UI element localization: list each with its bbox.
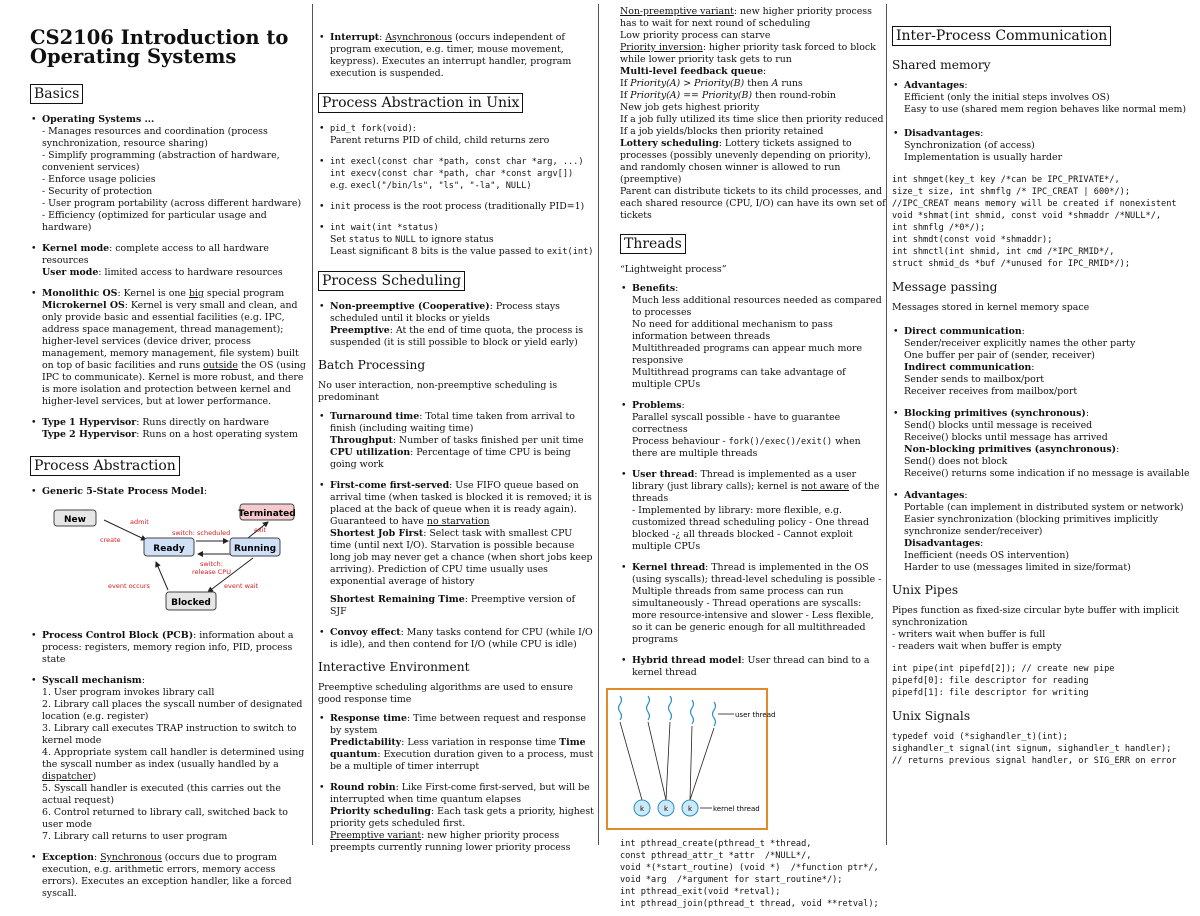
- text-fragment: :: [763, 66, 767, 77]
- shm-code: [892, 174, 1192, 270]
- text-fragment: : Many tasks contend for CPU (while I/O is idle), and then contend for I/O (while CPU is idle): [330, 627, 593, 650]
- text-fragment: 4. Appropriate system call handler is determined using the syscall number as index (usually handled by a: [42, 747, 305, 770]
- text-fragment: : higher priority task forced to block while lower priority task gets to run: [620, 42, 876, 65]
- text-fragment: No need for additional mechanism to pass information between threads: [632, 319, 833, 342]
- text-fragment: Receiver receives from mailbox/port: [904, 386, 1078, 397]
- text-fragment: // returns previous signal handler, or SIG_ERR on error: [892, 756, 1177, 766]
- text-fragment: : Like First-come first-served, but will be interrupted when time quantum elapses: [330, 782, 590, 805]
- text-fragment: Priority inversion: [620, 42, 703, 53]
- text-fragment: Implementation is usually harder: [904, 152, 1063, 163]
- text-fragment: : Runs directly on hardware: [136, 417, 270, 428]
- text-fragment: • int execl(const char *path, const char *arg, ...): [330, 157, 584, 167]
- text-fragment: : Less variation in response time: [401, 737, 560, 748]
- text-fragment: Low priority process can starve: [620, 30, 771, 41]
- text-fragment: to ignore status: [415, 234, 494, 245]
- ipc-heading: Inter-Process Communication: [892, 26, 1111, 46]
- signals-code: [892, 731, 1192, 767]
- edge-exit: exit: [254, 526, 267, 534]
- text-fragment: New job gets highest priority: [620, 102, 760, 113]
- text-fragment: then: [744, 78, 772, 89]
- column-divider-1: [312, 4, 313, 845]
- text-fragment: Shortest Remaining Time: [330, 594, 465, 605]
- text-fragment: : Use FIFO queue based on arrival time (when tasked is blocked it is removed; it is placed at the back of queue when it is ready again). Guaranteed to have: [330, 480, 592, 527]
- text-fragment: outside: [203, 360, 238, 371]
- text-fragment: If a job fully utilized its time slice then priority reduced: [620, 114, 884, 125]
- text-fragment: Synchronization (of access): [904, 140, 1035, 151]
- text-fragment: User thread: [632, 469, 695, 480]
- process-scheduling-heading: Process Scheduling: [318, 271, 465, 291]
- text-fragment: Sender sends to mailbox/port: [904, 374, 1045, 385]
- text-fragment: Direct communication: [904, 326, 1022, 337]
- text-fragment: : Number of tasks finished per unit time: [392, 435, 584, 446]
- text-fragment: :: [379, 32, 386, 43]
- text-fragment: exit(int): [546, 247, 594, 257]
- text-fragment: Microkernel OS: [42, 300, 125, 311]
- text-fragment: 1. User program invokes library call: [42, 687, 215, 698]
- lightweight-text: “Lightweight process”: [620, 264, 727, 275]
- text-fragment: dispatcher: [42, 771, 93, 782]
- text-fragment: Preemptive variant: [330, 830, 422, 841]
- kernel-thread-callout: kernel thread: [713, 805, 760, 813]
- text-fragment: void *arg /*argument for start_routine*/);: [620, 875, 843, 885]
- text-fragment: : Lottery tickets assigned to processes (possibly unevenly depending on priority), and randomly chosen winner is allowed to run (preemptive): [620, 138, 871, 185]
- text-fragment: 2. Library call places the syscall number of designated location (e.g. register): [42, 699, 303, 722]
- text-fragment: If a job yields/blocks then priority retained: [620, 126, 824, 137]
- text-fragment: Multithreaded programs can appear much more responsive: [632, 343, 863, 366]
- text-fragment: to: [379, 234, 396, 245]
- text-fragment: Parent can distribute tickets to its child processes, and each shared resource (CPU, I/O) can have its own set of tickets: [620, 186, 886, 221]
- text-fragment: the OS (using IPC to communicate). Kernel is more robust, and there is more isolation and protection between kernel and higher-level services, but at lower performance.: [42, 360, 306, 407]
- text-fragment: no starvation: [426, 516, 490, 527]
- text-fragment: Multithread programs can take advantage of multiple CPUs: [632, 367, 846, 390]
- text-fragment: Set: [330, 234, 349, 245]
- text-fragment: when there are multiple threads: [632, 436, 861, 459]
- text-fragment: CPU utilization: [330, 447, 411, 458]
- text-fragment: 3. Library call executes TRAP instruction to switch to kernel mode: [42, 723, 297, 746]
- shm-advantages-item: • Advantages: Efficient (only the initial steps involves OS) Easy to use (shared mem region behaves like normal mem): [892, 80, 1192, 116]
- text-fragment: Send() blocks until message is received: [904, 420, 1093, 431]
- edge-switch-release-1: switch:: [200, 560, 223, 568]
- text-fragment: Synchronous: [100, 852, 162, 863]
- fcfs-item: [318, 480, 594, 618]
- text-fragment: ): [92, 771, 97, 782]
- column-3: [620, 6, 886, 916]
- text-fragment: int pipe(int pipefd[2]); // create new pipe: [892, 664, 1115, 674]
- kernel-thread-label: k: [687, 805, 693, 813]
- text-fragment: : complete access to all hardware resources: [42, 243, 269, 266]
- text-fragment: :: [141, 675, 145, 686]
- text-fragment: : Each task gets a priority, highest priority gets scheduled first.: [330, 806, 594, 829]
- text-fragment: Pipes function as fixed-size circular byte buffer with implicit synchronization: [892, 605, 1179, 628]
- document-title: CS2106 Introduction to Operating Systems: [30, 26, 289, 68]
- text-fragment: :: [203, 486, 207, 497]
- shared-memory-heading: Shared memory: [892, 58, 991, 72]
- text-fragment: Sender/receiver explicitly names the other party: [904, 338, 1136, 349]
- text-fragment: : limited access to hardware resources: [98, 267, 283, 278]
- text-fragment: Operating Systems ...: [42, 114, 155, 125]
- text-fragment: : Execution duration given to a process, must be a multiple of timer interrupt: [330, 749, 594, 772]
- text-fragment: fork()/exec()/exit(): [728, 437, 833, 447]
- text-fragment: - Implemented by library: more flexible, e.g. customized thread scheduling policy - One thread blocked -¿ all threads blocked - Cannot exploit multiple CPUs: [632, 505, 869, 552]
- text-fragment: : Time between request and response by system: [330, 713, 586, 736]
- process-abstraction-unix-heading: Process Abstraction in Unix: [318, 93, 523, 113]
- edge-create: create: [100, 536, 121, 544]
- text-fragment: Interrupt: [330, 32, 380, 43]
- text-fragment: Indirect communication: [904, 362, 1032, 373]
- text-fragment: : Thread is implemented in the OS (using syscalls); thread-level scheduling is possible - Multiple threads from same process can run simultaneously - Thread operations are syscalls: more resource-intensive and slower - Less flexible, so it can be generic enough for all multithreaded programs: [632, 562, 882, 645]
- text-fragment: : User thread can bind to a kernel thread: [632, 655, 870, 678]
- text-fragment: status: [348, 235, 380, 245]
- text-fragment: - Manages resources and coordination (process synchronization, resource sharing): [42, 126, 268, 149]
- text-fragment: :: [412, 123, 416, 134]
- text-fragment: of the threads: [632, 481, 880, 504]
- text-fragment: pipefd[0]: file descriptor for reading: [892, 676, 1089, 686]
- text-fragment: Blocking primitives (synchronous): [904, 408, 1086, 419]
- text-fragment: Problems: [632, 400, 682, 411]
- text-fragment: size_t size, int shmflg /* IPC_CREAT | 600*/);: [892, 187, 1130, 197]
- text-fragment: int pthread_exit(void *retval);: [620, 887, 781, 897]
- text-fragment: runs: [778, 78, 803, 89]
- blocking-primitives-item: • Blocking primitives (synchronous): Send() blocks until message is received Receive() blocks until message has arrived Non-blocking primitives (asynchronous): Send() does not block Receive() returns some indication if no message is available: [892, 408, 1192, 480]
- text-fragment: Time quantum: [330, 737, 586, 760]
- text-fragment: Easier synchronization (blocking primitives implicitly synchronize sender/receiver): [904, 514, 1159, 537]
- generic-model-item: [30, 486, 308, 620]
- batch-processing-heading: Batch Processing: [318, 358, 426, 372]
- exception-item: [30, 852, 308, 900]
- kernel-mode-item: [30, 243, 308, 279]
- basics-heading: Basics: [30, 84, 83, 104]
- column-2: [318, 6, 594, 863]
- edge-event-occurs: event occurs: [108, 582, 150, 590]
- text-fragment: Advantages: [904, 490, 965, 501]
- text-fragment: : At the end of time quota, the process is suspended (it is still possible to block or yield early): [330, 325, 584, 348]
- text-fragment: Throughput: [330, 435, 393, 446]
- text-fragment: Generic 5-State Process Model: [42, 486, 204, 497]
- message-passing-heading: Message passing: [892, 280, 998, 294]
- text-fragment: NULL: [395, 235, 416, 245]
- text-fragment: Easy to use (shared mem region behaves like normal mem): [904, 104, 1187, 115]
- text-fragment: Receive() returns some indication if no message is available: [904, 468, 1190, 479]
- unix-pipes-heading: Unix Pipes: [892, 583, 959, 597]
- text-fragment: - Enforce usage policies: [42, 174, 156, 185]
- text-fragment: 7. Library call returns to user program: [42, 831, 228, 842]
- text-fragment: Non-preemptive variant: [620, 6, 734, 17]
- text-fragment: void *shmat(int shmid, const void *shmaddr /*NULL*/,: [892, 211, 1162, 221]
- text-fragment: typedef void (*sighandler_t)(int);: [892, 732, 1068, 742]
- edge-event-wait: event wait: [224, 582, 259, 590]
- text-fragment: big: [188, 288, 204, 299]
- batch-text: No user interaction, non-preemptive scheduling is predominant: [318, 380, 558, 403]
- init-item: [318, 201, 594, 213]
- text-fragment: special program: [203, 288, 285, 299]
- text-fragment: Shortest Job First: [330, 528, 424, 539]
- text-fragment: - User program portability (across different hardware): [42, 198, 302, 209]
- pipes-code: [892, 663, 1192, 699]
- text-fragment: : Runs on a host operating system: [136, 429, 298, 440]
- column-4: [892, 6, 1192, 773]
- text-fragment: int shmdt(const void *shmaddr);: [892, 235, 1053, 245]
- text-fragment: Process behaviour -: [632, 436, 729, 447]
- hybrid-thread-item: [620, 655, 886, 679]
- text-fragment: Inefficient (needs OS intervention): [904, 550, 1070, 561]
- text-fragment: - Simplify programming (abstraction of hardware, convenient services): [42, 150, 280, 173]
- edge-admit: admit: [130, 518, 149, 526]
- text-fragment: - readers wait when buffer is empty: [892, 641, 1062, 652]
- user-thread-item: [620, 469, 886, 553]
- kernel-thread-label: k: [663, 805, 669, 813]
- text-fragment: Exception: [42, 852, 94, 863]
- convoy-item: [318, 627, 594, 651]
- text-fragment: Least significant 8 bits is the value passed to: [330, 246, 547, 257]
- text-fragment: Disadvantages: [904, 538, 981, 549]
- state-new-label: New: [64, 515, 86, 525]
- column-1: [30, 6, 308, 909]
- text-fragment: sighandler_t signal(int signum, sighandler_t handler);: [892, 744, 1172, 754]
- text-fragment: Kernel thread: [632, 562, 706, 573]
- text-fragment: int shmget(key_t key /*can be IPC_PRIVATE*/,: [892, 175, 1120, 185]
- state-terminated-label: Terminated: [238, 509, 296, 519]
- wait-item: [318, 222, 594, 258]
- state-ready-label: Ready: [153, 544, 185, 554]
- text-fragment: int shmflg /*0*/);: [892, 223, 986, 233]
- text-fragment: : new higher priority process has to wait for next round of scheduling: [620, 6, 872, 29]
- os-architecture-item: [30, 288, 308, 408]
- text-fragment: Predictability: [330, 737, 402, 748]
- text-fragment: User mode: [42, 267, 99, 278]
- syscall-item: [30, 675, 308, 843]
- state-blocked-label: Blocked: [171, 598, 211, 608]
- text-fragment: pipefd[1]: file descriptor for writing: [892, 688, 1089, 698]
- benefits-item: • Benefits: Much less additional resources needed as compared to processes No need for additional mechanism to pass information between threads Multithreaded programs can appear much more responsive Multithread programs can take advantage of multiple CPUs: [620, 283, 886, 391]
- text-fragment: //IPC_CREAT means memory will be created if nonexistent: [892, 199, 1177, 209]
- text-fragment: - Efficiency (optimized for particular usage and hardware): [42, 210, 267, 233]
- text-fragment: : Total time taken from arrival to finish (including waiting time): [330, 411, 575, 434]
- text-fragment: Round robin: [330, 782, 396, 793]
- pthread-code: [620, 838, 886, 910]
- text-fragment: Priority(A) == Priority(B): [630, 90, 753, 101]
- priority-continued: [620, 6, 886, 222]
- text-fragment: 5. Syscall handler is executed (this carries out the actual request): [42, 783, 281, 806]
- text-fragment: int shmctl(int shmid, int cmd /*IPC_RMID*/,: [892, 247, 1115, 257]
- text-fragment: : Percentage of time CPU is being going work: [330, 447, 571, 470]
- text-fragment: init: [330, 202, 351, 212]
- text-fragment: then round-robin: [752, 90, 836, 101]
- text-fragment: Benefits: [632, 283, 676, 294]
- user-thread-callout: user thread: [735, 711, 776, 719]
- text-fragment: If: [620, 90, 631, 101]
- shm-disadvantages-item: • Disadvantages: Synchronization (of access) Implementation is usually harder: [892, 128, 1192, 164]
- text-fragment: int pthread_create(pthread_t *thread,: [620, 839, 812, 849]
- column-divider-2: [598, 4, 599, 845]
- edge-switch-scheduled: switch: scheduled: [172, 529, 231, 537]
- text-fragment: : Kernel is one: [117, 288, 189, 299]
- process-abstraction-heading: Process Abstraction: [30, 456, 180, 476]
- text-fragment: Non-preemptive (Cooperative): [330, 301, 490, 312]
- text-fragment: Type 2 Hypervisor: [42, 429, 137, 440]
- threads-heading: Threads: [620, 234, 686, 254]
- text-fragment: int pthread_join(pthread_t thread, void **retval);: [620, 899, 879, 909]
- text-fragment: One buffer per pair of (sender, receiver): [904, 350, 1095, 361]
- text-fragment: Portable (can implement in distributed system or network): [904, 502, 1184, 513]
- hybrid-thread-figure: [606, 688, 776, 830]
- problems-item: • Problems: Parallel syscall possible - have to guarantee correctness Process behaviour - fork()/exec()/exit() when there are multiple threads: [620, 400, 886, 460]
- text-fragment: 6. Control returned to library call, switched back to user mode: [42, 807, 288, 830]
- response-time-item: [318, 713, 594, 773]
- preemption-item: [318, 301, 594, 349]
- text-fragment: (occurs due to program execution, e.g. arithmetic errors, memory access errors). Executes an exception handler, like a forced syscall.: [42, 852, 292, 899]
- direct-communication-item: • Direct communication: Sender/receiver explicitly names the other party One buffer per pair of (sender, receiver) Indirect communication: Sender sends to mailbox/port Receiver receives from mailbox/port: [892, 326, 1192, 398]
- text-fragment: process is the root process (traditionally PID=1): [350, 201, 585, 212]
- text-fragment: struct shmid_ds *buf /*unused for IPC_RMID*/);: [892, 259, 1130, 269]
- fork-item: [318, 123, 594, 147]
- text-fragment: :: [93, 852, 101, 863]
- text-fragment: Convoy effect: [330, 627, 401, 638]
- text-fragment: pid_t fork(void): [330, 124, 413, 134]
- text-fragment: Syscall mechanism: [42, 675, 142, 686]
- text-fragment: Parent returns PID of child, child returns zero: [330, 135, 550, 146]
- unix-signals-heading: Unix Signals: [892, 709, 971, 723]
- text-fragment: Kernel mode: [42, 243, 110, 254]
- os-item: [30, 114, 308, 234]
- round-robin-item: [318, 782, 594, 854]
- mp-advantages-item: • Advantages: Portable (can implement in distributed system or network) Easier synchronization (blocking primitives implicitly synchronize sender/receiver) Disadvantages: Inefficient (needs OS intervention) Harder to use (messages limited in size/format): [892, 490, 1192, 574]
- message-passing-text: Messages stored in kernel memory space: [892, 302, 1090, 313]
- text-fragment: e.g.: [330, 180, 351, 191]
- interactive-text: Preemptive scheduling algorithms are used to ensure good response time: [318, 682, 574, 705]
- kernel-thread-item: [620, 562, 886, 646]
- text-fragment: - Security of protection: [42, 186, 153, 197]
- text-fragment: Hybrid thread model: [632, 655, 742, 666]
- text-fragment: Multi-level feedback queue: [620, 66, 764, 77]
- column-divider-3: [886, 4, 887, 845]
- text-fragment: Monolithic OS: [42, 288, 118, 299]
- exec-item: [318, 156, 594, 192]
- text-fragment: First-come first-served: [330, 480, 450, 491]
- text-fragment: Efficient (only the initial steps involves OS): [904, 92, 1110, 103]
- interrupt-item: [318, 32, 594, 80]
- kernel-thread-label: k: [639, 805, 645, 813]
- text-fragment: Turnaround time: [330, 411, 420, 422]
- text-fragment: Much less additional resources needed as compared to processes: [632, 295, 882, 318]
- text-fragment: : Select task with smallest CPU time (until next I/O). Starvation is possible because long job may never get a chance (when short jobs keep arriving). Prediction of CPU time usually uses exponential average of history: [330, 528, 593, 587]
- text-fragment: Non-blocking primitives (asynchronous): [904, 444, 1117, 455]
- edge-switch-release-2: release CPU: [192, 568, 231, 576]
- text-fragment: int execv(const char *path, char *const argv[]): [330, 169, 574, 179]
- text-fragment: Lottery scheduling: [620, 138, 719, 149]
- text-fragment: Harder to use (messages limited in size/format): [904, 562, 1131, 573]
- turnaround-item: [318, 411, 594, 471]
- text-fragment: - writers wait when buffer is full: [892, 629, 1046, 640]
- text-fragment: Asynchronous: [385, 32, 453, 43]
- pcb-item: [30, 630, 308, 666]
- pipes-text: [892, 605, 1192, 653]
- text-fragment: Advantages: [904, 80, 965, 91]
- text-fragment: Receive() blocks until message has arrived: [904, 432, 1108, 443]
- text-fragment: : information about a process: registers, memory region info, PID, process state: [42, 630, 294, 665]
- text-fragment: A: [771, 78, 779, 89]
- text-fragment: • int wait(int *status): [330, 223, 439, 233]
- interactive-environment-heading: Interactive Environment: [318, 660, 470, 674]
- text-fragment: : Preemptive version of SJF: [330, 594, 576, 617]
- text-fragment: Priority(A) > Priority(B): [630, 78, 745, 89]
- text-fragment: : Thread is implemented as a user library (just library calls); kernel is: [632, 469, 857, 492]
- hypervisor-item: [30, 417, 308, 441]
- text-fragment: Priority scheduling: [330, 806, 431, 817]
- text-fragment: Type 1 Hypervisor: [42, 417, 137, 428]
- text-fragment: void *(*start_routine) (void *) /*function ptr*/,: [620, 863, 879, 873]
- text-fragment: Disadvantages: [904, 128, 981, 139]
- text-fragment: : new higher priority process preempts currently running lower priority process: [330, 830, 571, 853]
- state-running-label: Running: [233, 544, 277, 554]
- text-fragment: If: [620, 78, 631, 89]
- text-fragment: not aware: [801, 481, 849, 492]
- text-fragment: : Process stays scheduled until it blocks or yields: [330, 301, 560, 324]
- text-fragment: Parallel syscall possible - have to guarantee correctness: [632, 412, 841, 435]
- process-state-diagram: [48, 502, 298, 620]
- text-fragment: Response time: [330, 713, 407, 724]
- text-fragment: : Kernel is very small and clean, and only provide basic and essential facilities (e.g. IPC, address space management, thread management); higher-level services (device driver, process management, memory management, file system) built on top of basic facilities and runs: [42, 300, 299, 371]
- text-fragment: Send() does not block: [904, 456, 1008, 467]
- text-fragment: (occurs independent of program execution, e.g. timer, mouse movement, keypress). Executes an interrupt handler, program execution is suspended.: [330, 32, 572, 79]
- text-fragment: execl("/bin/ls", "ls", "-la", NULL): [350, 181, 532, 191]
- text-fragment: const pthread_attr_t *attr /*NULL*/,: [620, 851, 812, 861]
- text-fragment: Process Control Block (PCB): [42, 630, 194, 641]
- text-fragment: Preemptive: [330, 325, 390, 336]
